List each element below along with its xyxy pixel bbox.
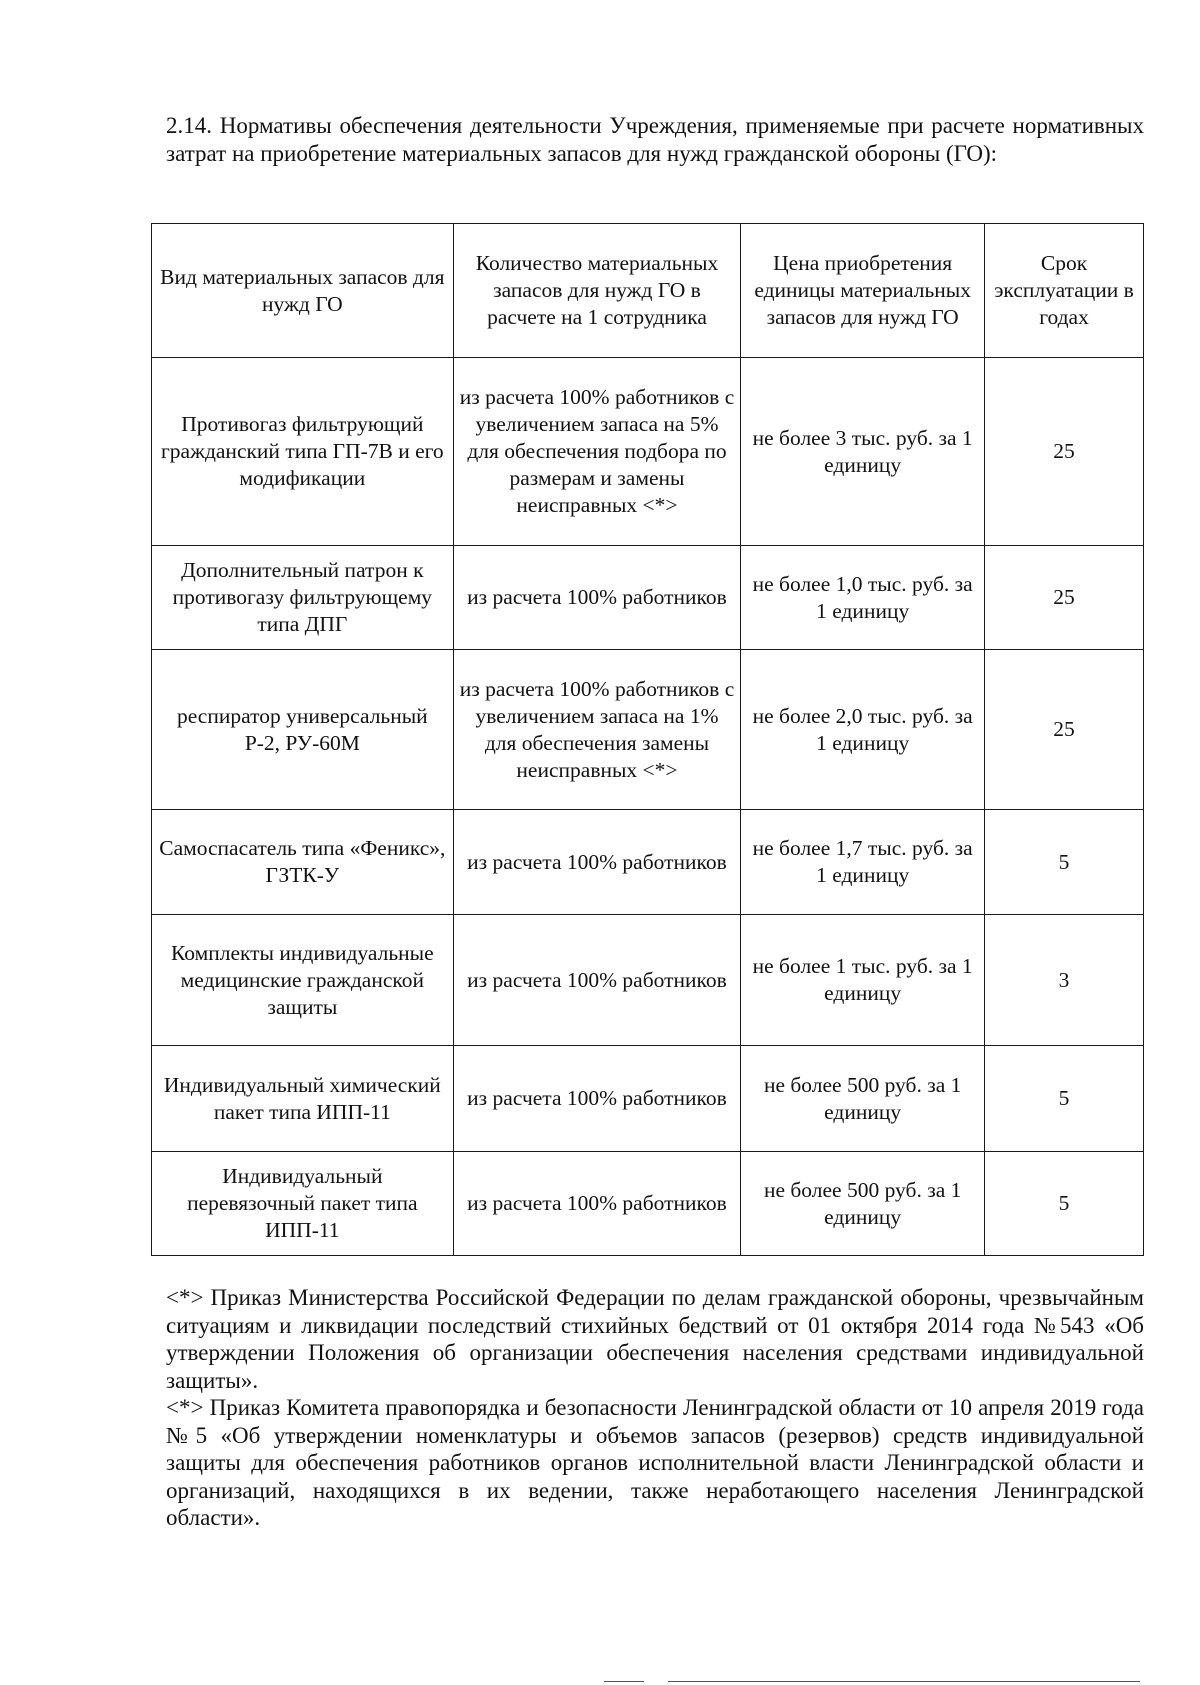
footnotes <box>166 1284 1144 1532</box>
cell-type: респиратор универсальный Р-2, РУ-60М <box>152 650 454 810</box>
cell-service-life: 5 <box>985 810 1144 915</box>
cell-price: не более 1 тыс. руб. за 1 единицу <box>741 915 985 1046</box>
cell-price: не более 1,0 тыс. руб. за 1 единицу <box>741 546 985 650</box>
table-row <box>152 358 1144 546</box>
footnote-committee-order: <*> Приказ Комитета правопорядка и безопасности Ленинградской области от 10 апреля 2019 года №5 «Об утверждении номенклатуры и объемов запасов (резервов) средств индивидуальной защиты для обеспечения работников органов исполнительной власти Ленинградской области и организаций, находящихся в их ведении, также неработающего населения Ленинградской области». <box>166 1395 1144 1530</box>
cell-service-life: 3 <box>985 915 1144 1046</box>
footnote-mchs-order: <*> Приказ Министерства Российской Федерации по делам гражданской обороны, чрезвычайным ситуациям и ликвидации последствий стихийных бедствий от 01 октября 2014 года №543 «Об утверждении Положения об организации обеспечения населения средствами индивидуальной защиты». <box>166 1285 1144 1393</box>
table-row <box>152 1152 1144 1256</box>
cell-quantity: из расчета 100% работников <box>453 1046 741 1152</box>
cell-price: не более 500 руб. за 1 единицу <box>741 1152 985 1256</box>
cell-service-life: 25 <box>985 546 1144 650</box>
cell-type: Противогаз фильтрующий гражданский типа ГП-7В и его модификации <box>152 358 454 546</box>
cell-service-life: 25 <box>985 650 1144 810</box>
section-intro: 2.14. Нормативы обеспечения деятельности Учреждения, применяемые при расчете нормативных затрат на приобретение материальных запасов для нужд гражданской обороны (ГО): <box>166 113 1144 166</box>
cell-quantity: из расчета 100% работников <box>453 1152 741 1256</box>
cell-quantity: из расчета 100% работников <box>453 915 741 1046</box>
header-service-life: Срок эксплуатации в годах <box>985 224 1144 358</box>
cell-quantity: из расчета 100% работников <box>453 546 741 650</box>
cell-service-life: 5 <box>985 1046 1144 1152</box>
cell-price: не более 500 руб. за 1 единицу <box>741 1046 985 1152</box>
norms-table <box>151 223 1144 1256</box>
table-row <box>152 650 1144 810</box>
cell-quantity: из расчета 100% работников с увеличением запаса на 5% для обеспечения подбора по размерам и замены неисправных <*> <box>453 358 741 546</box>
cell-type: Самоспасатель типа «Феникс», ГЗТК-У <box>152 810 454 915</box>
table-row <box>152 546 1144 650</box>
cell-type: Дополнительный патрон к противогазу фильтрующему типа ДПГ <box>152 546 454 650</box>
cell-price: не более 2,0 тыс. руб. за 1 единицу <box>741 650 985 810</box>
cell-service-life: 5 <box>985 1152 1144 1256</box>
cell-type: Индивидуальный химический пакет типа ИПП-11 <box>152 1046 454 1152</box>
cell-quantity: из расчета 100% работников <box>453 810 741 915</box>
cell-type: Комплекты индивидуальные медицинские гражданской защиты <box>152 915 454 1046</box>
table-row <box>152 915 1144 1046</box>
header-type: Вид материальных запасов для нужд ГО <box>152 224 454 358</box>
header-quantity: Количество материальных запасов для нужд ГО в расчете на 1 сотрудника <box>453 224 741 358</box>
table-header-row <box>152 224 1144 358</box>
cell-price: не более 3 тыс. руб. за 1 единицу <box>741 358 985 546</box>
footer-rule-short <box>604 1681 644 1682</box>
table-row <box>152 810 1144 915</box>
table-row <box>152 1046 1144 1152</box>
cell-type: Индивидуальный перевязочный пакет типа ИПП-11 <box>152 1152 454 1256</box>
cell-quantity: из расчета 100% работников с увеличением запаса на 1% для обеспечения замены неисправных <*> <box>453 650 741 810</box>
footer-rule-long <box>668 1681 1140 1682</box>
cell-service-life: 25 <box>985 358 1144 546</box>
header-price: Цена приобретения единицы материальных запасов для нужд ГО <box>741 224 985 358</box>
cell-price: не более 1,7 тыс. руб. за 1 единицу <box>741 810 985 915</box>
